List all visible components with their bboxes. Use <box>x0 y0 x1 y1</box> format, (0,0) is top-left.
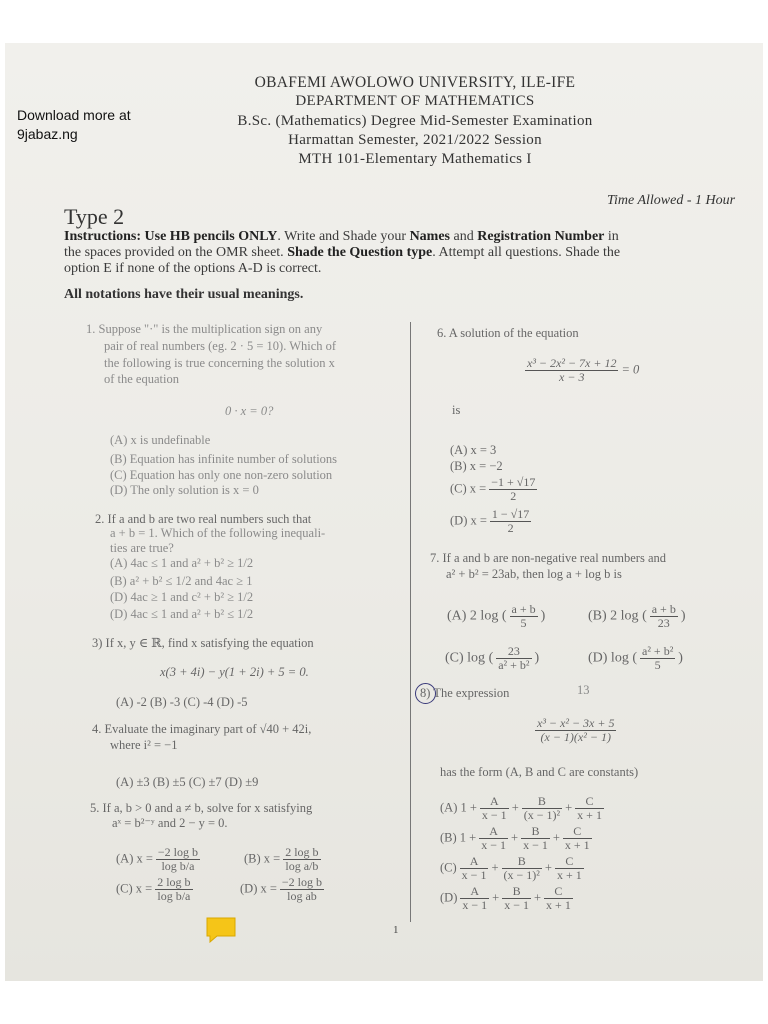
q1-option-b: (B) Equation has infinite number of solutions <box>110 452 338 466</box>
instr-text-6: option E if none of the options A-D is correct. <box>64 261 322 276</box>
q5-option-c: (C) x = $\frac{\text{2 log b}}{\text{log b/a}}$ <box>116 875 191 903</box>
department-name: DEPARTMENT OF MATHEMATICS <box>295 93 535 109</box>
q1-equation: 0 · x = 0? <box>225 404 274 418</box>
q4-line-2: where i² = −1 <box>110 738 178 752</box>
q1-option-a: (A) x is undefinable <box>110 433 211 447</box>
exam-title: B.Sc. (Mathematics) Degree Mid-Semester Examination <box>237 113 593 129</box>
q5-option-d: (D) x = $\frac{\text{−2 log b}}{\text{log ab}}$ <box>240 875 323 903</box>
q7-option-a: (A) 2 log ( $\frac{a + b}{5}$ ) <box>447 602 546 630</box>
column-divider <box>410 322 411 922</box>
instr-text-4: the spaces provided on the OMR sheet. <box>64 245 288 260</box>
instr-text-5: . Attempt all questions. Shade the <box>432 245 621 260</box>
instr-bold-1: Instructions: Use HB pencils ONLY <box>64 229 278 244</box>
q5-line-1: 5. If a, b > 0 and a ≠ b, solve for x satisfying <box>90 801 313 815</box>
q5-option-b: (B) x = $\frac{\text{2 log b}}{\text{log a/b}}$ <box>244 845 319 873</box>
instr-bold-names: Names <box>409 229 450 244</box>
q2-option-d: (D) 4ac ≤ 1 and a² + b² ≤ 1/2 <box>110 607 254 621</box>
q4-options: (A) ±3 (B) ±5 (C) ±7 (D) ±9 <box>116 775 259 789</box>
q7-line-1: 7. If a and b are non-negative real numbers and <box>430 551 667 565</box>
q2-line-1: 2. If a and b are two real numbers such that <box>95 512 312 526</box>
q6-equation: $\frac{\text{x³ − 2x² − 7x + 12}}{x - 3}$ = 0 <box>527 356 640 384</box>
q3-equation: x(3 + 4i) − y(1 + 2i) + 5 = 0. <box>160 665 309 679</box>
q2-option-a: (A) 4ac ≤ 1 and a² + b² ≥ 1/2 <box>110 556 254 570</box>
q8-expression: $\frac{\text{x³ − x² − 3x + 5}}{\text{(x − 1)(x² − 1)}}$ <box>537 716 615 744</box>
q8-line-1: 8) The expression <box>420 686 510 700</box>
q7-option-d: (D) log ( $\frac{\text{a² + b²}}{5}$ ) <box>588 644 683 672</box>
q2-option-b: (B) a² + b² ≤ 1/2 and 4ac ≥ 1 <box>110 574 253 588</box>
q1-option-d: (D) The only solution is x = 0 <box>110 483 259 497</box>
q7-line-2: a² + b² = 23ab, then log a + log b is <box>446 567 622 581</box>
notations-line: All notations have their usual meanings. <box>64 287 304 302</box>
instr-text-1: . Write and Shade your <box>277 229 410 244</box>
q3-options: (A) -2 (B) -3 (C) -4 (D) -5 <box>116 695 248 709</box>
q8-option-d: (D) $\frac{A}{x - 1}$ + $\frac{B}{x - 1}$ + $\frac{C}{x + 1}$ <box>440 884 571 912</box>
q2-line-3: ties are true? <box>110 541 174 555</box>
q1-line-3: the following is true concerning the solution x <box>104 356 335 370</box>
university-name: OBAFEMI AWOLOWO UNIVERSITY, ILE-IFE <box>254 74 576 91</box>
q6-is: is <box>452 403 461 417</box>
q6-option-c: (C) x = $\frac{-1 + √17}{2}$ <box>450 475 536 503</box>
q8-handwritten-mark: 13 <box>577 683 590 697</box>
time-allowed: Time Allowed - 1 Hour <box>607 193 736 208</box>
instr-bold-type: Shade the Question type <box>287 245 433 260</box>
instructions <box>64 229 759 277</box>
instr-bold-reg: Registration Number <box>477 229 605 244</box>
q2-line-2: a + b = 1. Which of the following inequali- <box>110 526 326 540</box>
q8-option-b: (B) 1 + $\frac{A}{x - 1}$ + $\frac{B}{x - 1}$ + $\frac{C}{x + 1}$ <box>440 824 590 852</box>
q6-option-a: (A) x = 3 <box>450 443 497 457</box>
q6-line-1: 6. A solution of the equation <box>437 326 579 340</box>
session-line: Harmattan Semester, 2021/2022 Session <box>288 132 542 148</box>
q7-option-b: (B) 2 log ( $\frac{a + b}{23}$ ) <box>588 602 686 630</box>
question-type-label: Type 2 <box>64 204 125 229</box>
comment-icon[interactable] <box>206 917 236 943</box>
q7-option-c: (C) log ( $\frac{23}{\text{a² + b²}}$ ) <box>445 644 540 672</box>
q3-line-1: 3) If x, y ∈ ℝ, find x satisfying the equation <box>92 636 314 650</box>
page-number: 1 <box>393 924 399 936</box>
q1-line-4: of the equation <box>104 372 179 386</box>
q6-option-b: (B) x = −2 <box>450 459 503 473</box>
watermark-line-1: Download more at <box>17 107 131 123</box>
instr-text-2: and <box>450 229 478 244</box>
q4-line-1: 4. Evaluate the imaginary part of √40 + 42i, <box>92 722 312 736</box>
q1-option-c: (C) Equation has only one non-zero solution <box>110 468 333 482</box>
q1-line-2: pair of real numbers (eg. 2 · 5 = 10). Which of <box>104 339 337 353</box>
course-title: MTH 101-Elementary Mathematics I <box>298 151 532 167</box>
q6-option-d: (D) x = $\frac{1 - √17}{2}$ <box>450 507 530 535</box>
q8-option-a: (A) 1 + $\frac{A}{x - 1}$ + $\frac{B}{\text{(x − 1)²}}$ + $\frac{C}{x + 1}$ <box>440 794 602 822</box>
q1-line-1: 1. Suppose "·" is the multiplication sign on any <box>86 322 323 336</box>
q2-option-c: (D) 4ac ≥ 1 and c² + b² ≥ 1/2 <box>110 590 254 604</box>
q5-line-2: aˣ = b²⁻ʸ and 2 − y = 0. <box>112 816 228 830</box>
q8-option-c: (C) $\frac{A}{x - 1}$ + $\frac{B}{\text{(x − 1)²}}$ + $\frac{C}{x + 1}$ <box>440 854 582 882</box>
q5-option-a: (A) x = $\frac{\text{−2 log b}}{\text{log b/a}}$ <box>116 845 199 873</box>
instr-text-3: in <box>604 229 619 244</box>
q8-line-2: has the form (A, B and C are constants) <box>440 765 639 779</box>
handwritten-circle-mark <box>415 683 436 704</box>
watermark-line-2: 9jabaz.ng <box>17 126 78 142</box>
